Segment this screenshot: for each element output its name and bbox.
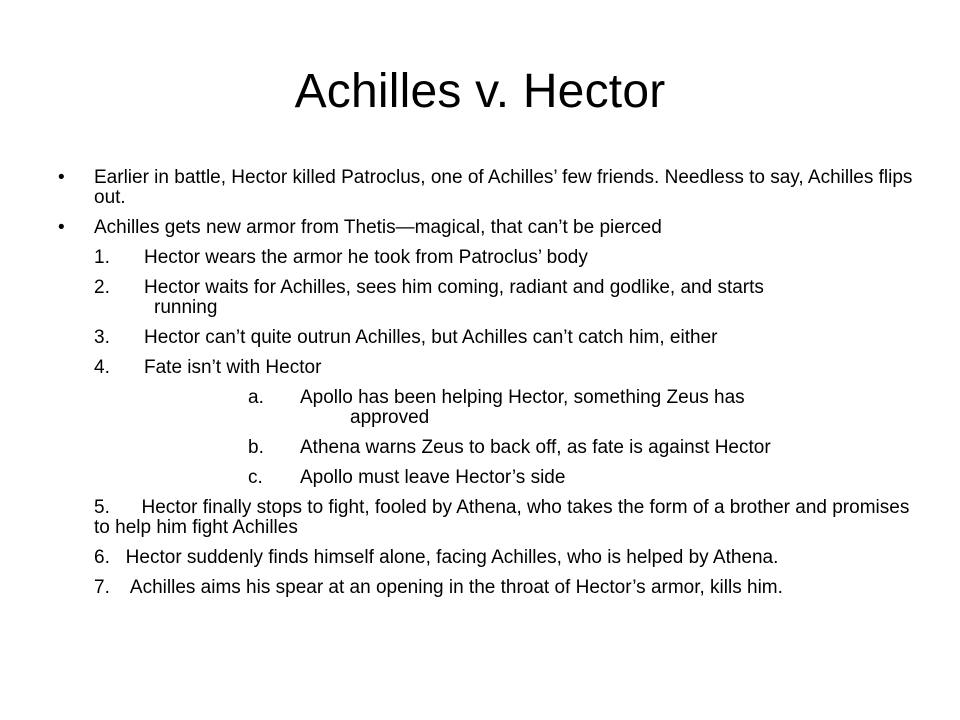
item-text: Athena warns Zeus to back off, as fate is against Hector — [300, 437, 771, 458]
item-number: 2. — [94, 277, 110, 298]
lettered-item — [56, 438, 916, 458]
item-text: Apollo must leave Hector’s side — [300, 467, 566, 488]
item-text: Hector waits for Achilles, sees him coming, radiant and godlike, and starts — [144, 277, 764, 298]
numbered-item — [56, 248, 916, 268]
item-letter: a. — [248, 387, 264, 408]
item-text-continued: running — [154, 297, 218, 318]
paragraph-text: 5. Hector finally stops to fight, fooled by Athena, who takes the form of a brother and promises to help him fight Achilles — [94, 497, 915, 538]
item-text: Fate isn’t with Hector — [144, 357, 322, 378]
bullet-marker: • — [58, 217, 65, 238]
bullet-marker: • — [58, 167, 65, 188]
numbered-item — [56, 278, 916, 318]
numbered-paragraph — [56, 498, 916, 538]
item-text-continued: approved — [350, 407, 430, 428]
numbered-paragraph — [56, 548, 916, 568]
item-letter: b. — [248, 437, 264, 458]
bullet-text: Earlier in battle, Hector killed Patroclus, one of Achilles’ few friends. Needless to say, Achilles flips out. — [94, 167, 913, 208]
paragraph-text: 7. Achilles aims his spear at an opening in the throat of Hector’s armor, kills him. — [94, 577, 783, 598]
slide-title: Achilles v. Hector — [294, 65, 666, 118]
item-number: 3. — [94, 327, 110, 348]
numbered-item — [56, 358, 916, 378]
item-text: Hector can’t quite outrun Achilles, but Achilles can’t catch him, either — [144, 327, 718, 348]
numbered-paragraph — [56, 578, 916, 598]
numbered-item — [56, 328, 916, 348]
item-letter: c. — [248, 467, 263, 488]
slide-body — [56, 168, 916, 608]
item-text: Apollo has been helping Hector, something Zeus has — [300, 387, 745, 408]
lettered-item — [56, 468, 916, 488]
bullet-item — [56, 218, 916, 238]
item-number: 1. — [94, 247, 110, 268]
lettered-item — [56, 388, 916, 428]
paragraph-text: 6. Hector suddenly finds himself alone, facing Achilles, who is helped by Athena. — [94, 547, 779, 568]
item-number: 4. — [94, 357, 110, 378]
item-text: Hector wears the armor he took from Patroclus’ body — [144, 247, 588, 268]
bullet-text: Achilles gets new armor from Thetis—magical, that can’t be pierced — [94, 217, 662, 238]
bullet-item — [56, 168, 916, 208]
